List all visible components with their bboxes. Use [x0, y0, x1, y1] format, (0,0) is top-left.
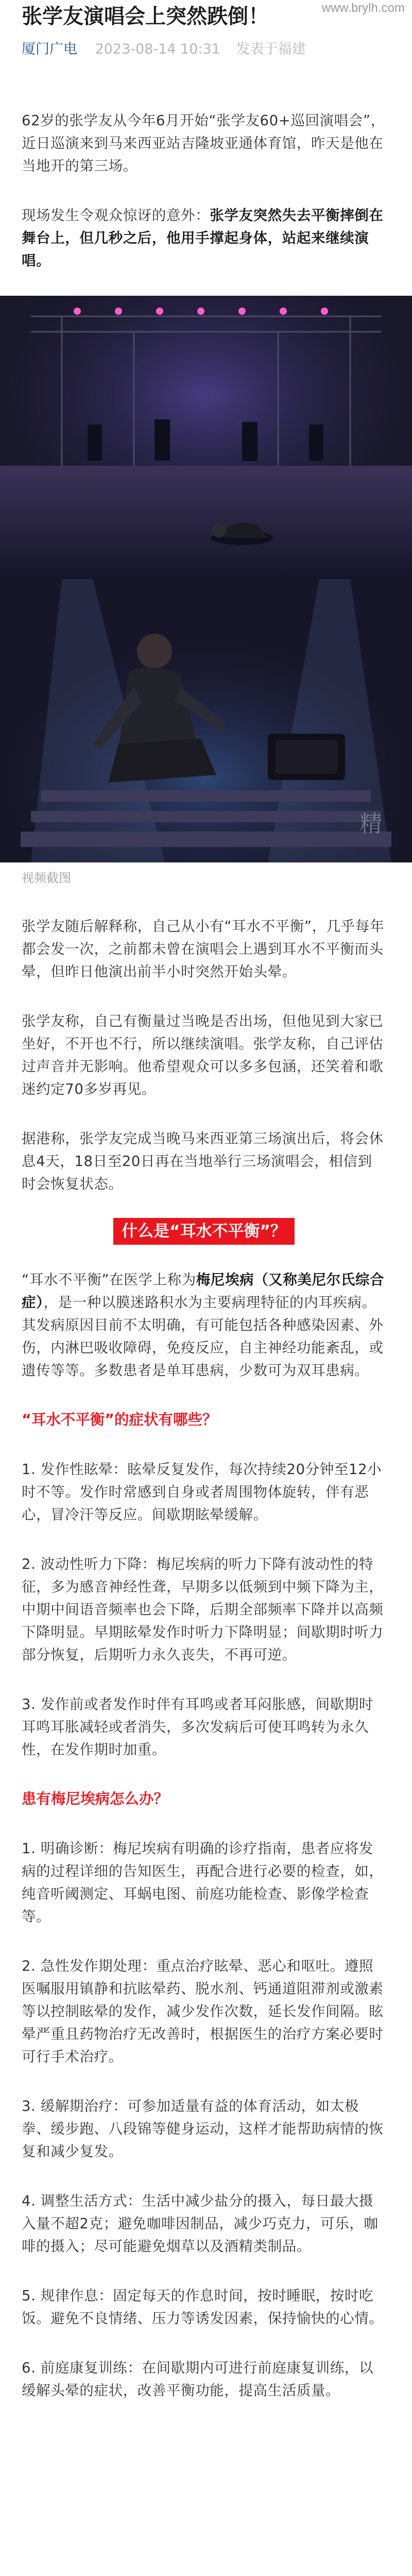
source-link[interactable]: 厦门广电 — [22, 41, 77, 57]
section-heading-badge: 什么是“耳水不平衡”？ — [113, 1218, 295, 1245]
symptom-item-3: 3. 发作前或者发作时伴有耳鸣或者耳闷胀感，间歇期时耳鸣耳胀减轻或者消失，多次发病后可使耳鸣转为永久性，在发作期时加重。 — [22, 1696, 374, 1758]
article-body — [22, 109, 386, 2429]
treatment-item-6: 6. 前庭康复训练：在间歇期内可进行前庭康复训练，以缓解头晕的症状，改善平衡功能，提高生活质量。 — [22, 2360, 374, 2399]
article-title: 张学友演唱会上突然跌倒！ — [22, 5, 269, 28]
paragraph-decision: 张学友称，自己有衡量过当晚是否出场，但他见到大家已坐好，不开也不行，所以继续演唱。张学友称，自己评估过声音并无影响。他希望观众可以多多包涵，还笑着和歌迷约定70多岁再见。 — [22, 1013, 384, 1097]
paragraph-definition — [22, 1268, 386, 1382]
treatment-item-4: 4. 调整生活方式：生活中减少盐分的摄入，每日最大摄入量不超2克；避免咖啡因制品，减少巧克力，可乐，咖啡的摄入；尽可能避免烟草以及酒精类制品。 — [22, 2193, 379, 2255]
stage-monitor-speaker — [268, 734, 345, 780]
paragraph-accident-emphasis: 张学友突然失去平衡摔倒在舞台上，但几秒之后，他用手撑起身体，站起来继续演唱。 — [22, 207, 384, 269]
symptom-item-2: 2. 波动性听力下降：梅尼埃病的听力下降有波动性的特征，多为感音神经性聋，早期多以低频到中频下降为主，中期中间语音频率也会下降，后期全部频率下降并以高频下降明显。早期眩晕发作时听力下降明显；间歇期时听力部分恢复，后期听力永久丧失，不再可逆。 — [22, 1556, 384, 1663]
treatment-item-3: 3. 缓解期治疗：可参加适量有益的体育活动，如太极拳、缓步跑、八段锦等健身运动，这样才能帮助病情的恢复和减少复发。 — [22, 2098, 384, 2160]
symptoms-heading: “耳水不平衡”的症状有哪些？ — [22, 1411, 217, 1428]
paragraph-schedule: 据港称，张学友完成当晚马来西亚第三场演出后，将会休息4天，18日至20日再在当地举行三场演唱会，相信到时会恢复状态。 — [22, 1130, 384, 1192]
video-screenshot-figure — [0, 296, 412, 886]
site-watermark: www.brylh.com — [321, 1, 405, 15]
section-heading-wrap — [22, 1218, 386, 1245]
paragraph-intro: 62岁的张学友从今年6月开始“张学友60+巡回演唱会”，近日巡演来到马来西亚站吉隆坡亚通体育馆，昨天是他在当地开的第三场。 — [22, 112, 385, 174]
treatment-item-1: 1. 明确诊断：梅尼埃病有明确的诊疗指南，患者应将发病的过程详细的告知医生，再配合进行必要的检查，如，纯音听阈测定、耳蜗电图、前庭功能检查、影像学检查等。 — [22, 1840, 384, 1925]
paragraph-accident — [22, 204, 386, 272]
treatment-heading: 患有梅尼埃病怎么办？ — [22, 1790, 169, 1807]
treatment-item-2: 2. 急性发作期处理：重点治疗眩晕、恶心和呕吐。遵照医嘱服用镇静和抗眩晕药、脱水剂、钙通道阻滞剂或激素等以控制眩晕的发作，减少发作次数，延长发作间隔。眩晕严重且药物治疗无改善时，根据医生的治疗方案必要时可行手术治疗。 — [22, 1958, 384, 2065]
symptom-item-1: 1. 发作性眩晕：眩晕反复发作，每次持续20分钟至12小时不等。发作时常感到自身或者周围物体旋转，伴有恶心，冒冷汗等反应。间歇期眩晕缓解。 — [22, 1461, 382, 1523]
publish-location: 发表于福建 — [236, 41, 306, 57]
video-screenshot-image — [0, 296, 412, 862]
definition-emphasis: 梅尼埃病（又称美尼尔氏综合症） — [22, 1272, 385, 1311]
definition-lead: “耳水不平衡”在医学上称为 — [22, 1272, 196, 1288]
publish-date: 2023-08-14 10:31 — [95, 41, 220, 57]
article-meta — [22, 40, 392, 59]
definition-rest: ，是一种以膜迷路积水为主要病理特征的内耳疾病。其发病原因目前不太明确，有可能包括各种感染因素、外伤，内淋巴吸收障碍，免疫反应，自主神经功能紊乱，或遗传等等。多数患者是单耳患病，少数可为双耳患病。 — [22, 1294, 384, 1379]
image-caption: 视频截图 — [22, 871, 71, 885]
paragraph-explanation: 张学友随后解释称，自己从小有“耳水不平衡”，几乎每年都会发一次，之前都未曾在演唱会上遇到耳水不平衡而头晕，但昨日他演出前半小时突然开始头晕。 — [22, 918, 385, 980]
stage-steps — [21, 790, 391, 847]
treatment-item-5: 5. 规律作息：固定每天的作息时间，按时睡眠，按时吃饭。避免不良情绪、压力等诱发因素，保持愉快的心情。 — [22, 2287, 384, 2327]
image-watermark: 精 — [359, 811, 382, 837]
paragraph-accident-lead: 现场发生令观众惊讶的意外： — [22, 207, 210, 224]
